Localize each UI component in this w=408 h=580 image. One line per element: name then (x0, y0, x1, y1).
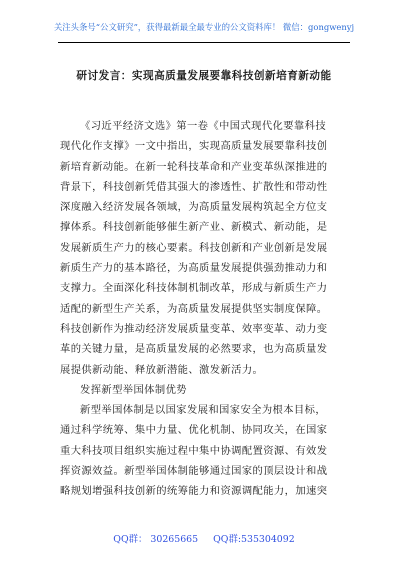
section-heading: 发挥新型举国体制优势 (80, 383, 187, 396)
footer-qq-group-1: QQ群： 30265665 (113, 534, 199, 545)
document-body (60, 116, 348, 502)
body-line: 支撑力。全面深化科技体制机制改革，形成与新质生产力 (60, 282, 328, 295)
body-line: 重大科技项目组织实施过程中集中协调配置资源、有效发 (60, 444, 328, 457)
body-line: 革的关键力量，是高质量发展的必然要求，也为高质量发 (60, 343, 328, 356)
body-line: 现代化作支撑》一文中指出，实现高质量发展要靠科技创 (60, 140, 328, 153)
body-line: 撑体系。科技创新能够催生新产业、新模式、新动能，是 (60, 221, 328, 234)
footer-contacts (0, 531, 408, 545)
body-line: 挥资源效益。新型举国体制能够通过国家的顶层设计和战 (60, 465, 328, 478)
body-line: 《习近平经济文选》第一卷《中国式现代化要靠科技 (80, 120, 327, 132)
body-line: 新型举国体制是以国家发展和国家安全为根本目标， (80, 404, 327, 417)
body-line: 适配的新型生产关系，为高质量发展提供坚实制度保障。 (60, 302, 328, 315)
body-line: 通过科学统筹、集中力量、优化机制、协同攻关，在国家 (60, 424, 328, 437)
body-line: 科技创新作为推动经济发展质量变革、效率变革、动力变 (60, 322, 328, 335)
header-note: 关注头条号“公文研究”，获得最新最全最专业的公文资料库！ 微信：gongwenyj (53, 22, 355, 32)
body-line: 背景下，科技创新凭借其强大的渗透性、扩散性和带动性 (60, 180, 328, 193)
footer-qq-group-2: QQ群:535304092 (213, 534, 295, 545)
body-line: 深度融入经济发展各领域，为高质量发展构筑起全方位支 (60, 201, 328, 214)
body-line: 发展新质生产力的核心要素。科技创新和产业创新是发展 (60, 241, 328, 254)
body-line: 新质生产力的基本路径，为高质量发展提供强劲推动力和 (60, 262, 328, 275)
header-divider (58, 42, 350, 43)
body-line: 新培育新动能。在新一轮科技革命和产业变革纵深推进的 (60, 160, 328, 173)
document-title: 研讨发言：实现高质量发展要靠科技创新培育新动能 (76, 70, 332, 82)
body-line: 略规划增强科技创新的统筹能力和资源调配能力，加速突 (60, 485, 328, 498)
body-line: 展提供新动能、释放新潜能、激发新活力。 (60, 363, 264, 376)
